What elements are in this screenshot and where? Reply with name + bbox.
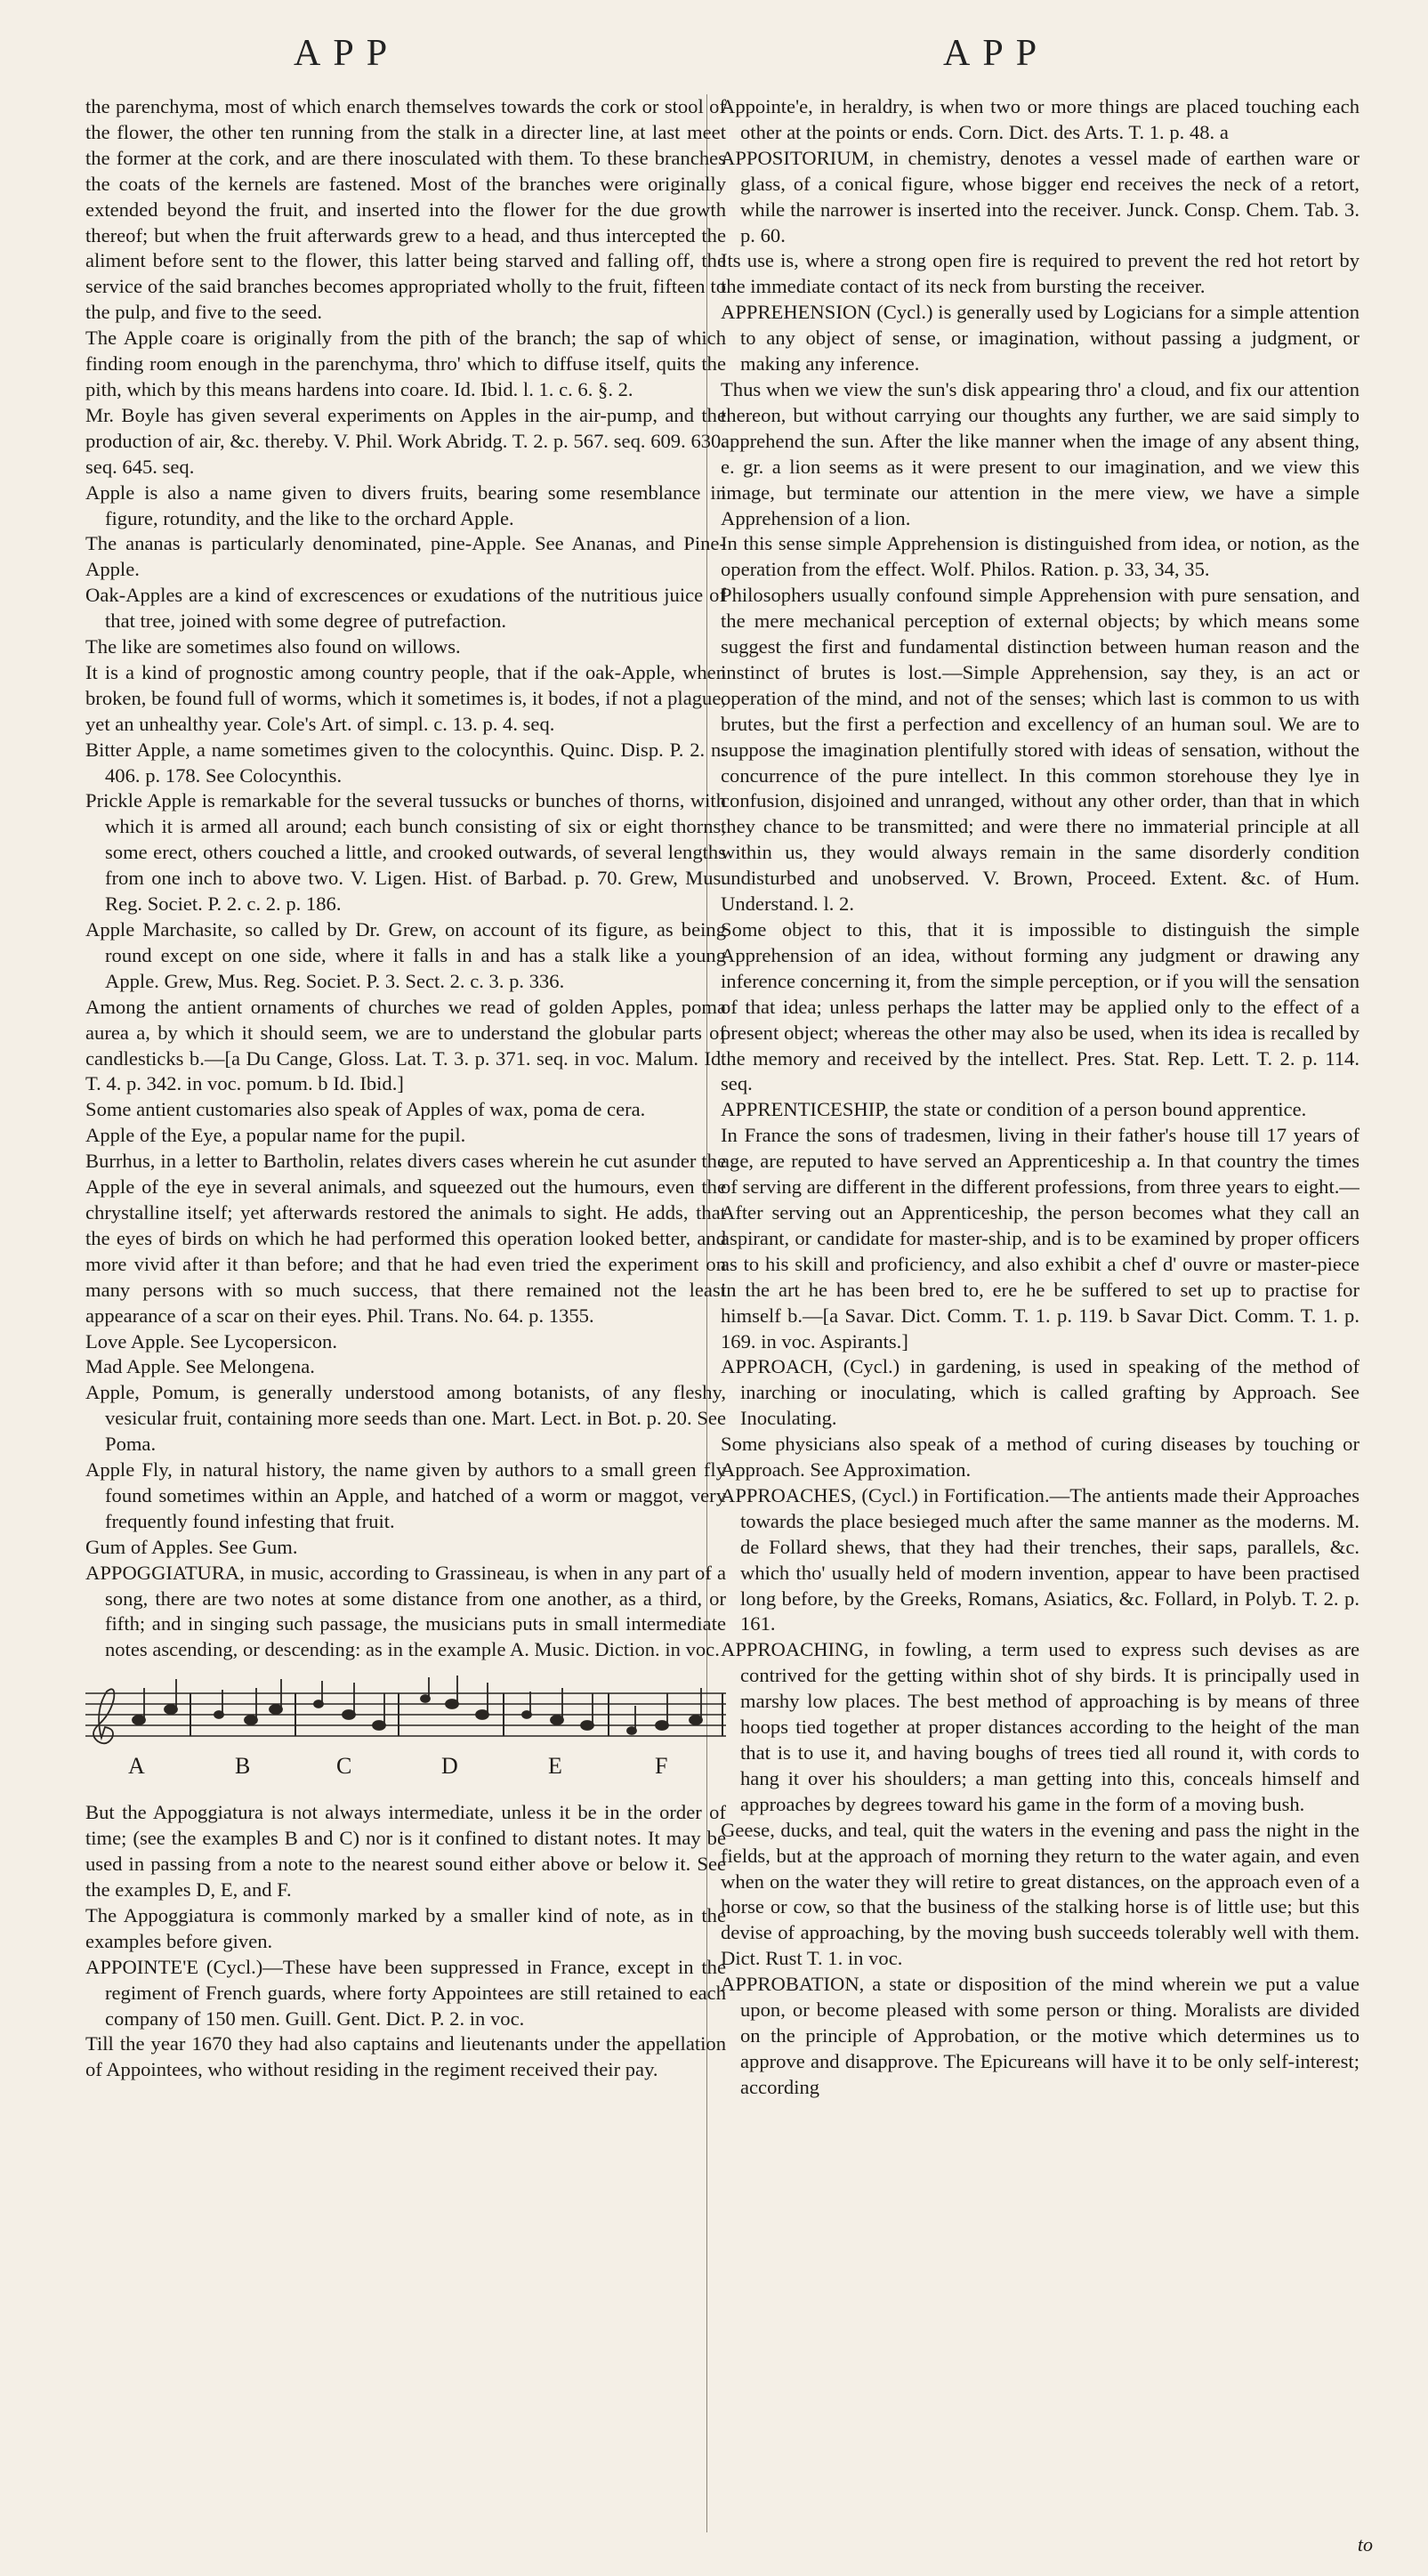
music-label-c: C [336,1753,352,1780]
music-label-a: A [128,1753,145,1780]
entry-approbation: APPROBATION, a state or disposition of the mind wherein we put a value upon, or become pleased with some person or thing. Moralists are divided on the principle of Approbation, or the motive which determines us to approve and disapprove. The Epicureans will have it to be only self-interest; according [721,1973,1359,2098]
paragraph: Thus when we view the sun's disk appearing thro' a cloud, and fix our attention thereon, but without carrying our thoughts any further, we are said simply to apprehend the sun. After the like manner when the image of any absent thing, e. gr. a lion seems as it were present to our imagination, and we view this image, but terminate our attention in the mere view, we have a simple Apprehension of a lion. [721,377,1359,529]
right-column [721,94,1359,2559]
paragraph: the parenchyma, most of which enarch themselves towards the cork or stool of the flower, the other ten running from the stalk in a directer line, at last meet the former at the cork, and are there inosculated with them. To these branches the coats of the kernels are fastened. Most of the branches were originally extended beyond the fruit, and inserted into the flower for the due growth thereof; but when the fruit afterwards grew to a head, and thus intercepted the aliment before sent to the flower, this latter being starved and falling off, the service of the said branches becomes appropriated wholly to the fruit, fifteen to the pulp, and five to the seed. [85,95,726,324]
entry-mad-apple: Mad Apple. See Melongena. [85,1355,315,1378]
entry-oak-apples: Oak-Apples are a kind of excrescences or exudations of the nutritious juice of that tree, joined with some degree of putrefaction. [85,584,726,633]
entry-appointee-heraldry: Appointe'e, in heraldry, is when two or more things are placed touching each other at the points or ends. Corn. Dict. des Arts. T. 1. p. 48. a [721,95,1359,143]
paragraph: It is a kind of prognostic among country people, that if the oak-Apple, when broken, be found full of worms, which it sometimes is, it bodes, if not a plague, yet an unhealthy year. Cole's Art. of simpl. c. 13. p. 4. seq. [85,660,726,735]
paragraph: Some physicians also speak of a method of curing diseases by touching or Approach. See Approximation. [721,1433,1359,1482]
running-head-left: APP [294,33,400,74]
paragraph: But the Appoggiatura is not always intermediate, unless it be in the order of time; (see the examples B and C) nor is it confined to distant notes. It may be used in passing from a note to the nearest sound either above or below it. See the examples D, E, and F. [85,1801,726,1901]
entry-apprenticeship: APPRENTICESHIP, the state or condition of a person bound apprentice. [721,1098,1307,1121]
running-header [0,32,1428,85]
paragraph: The Apple coare is originally from the pith of the branch; the sap of which finding room enough in the parenchyma, thro' which to diffuse itself, quits the pith, which by this means hardens into coare. Id. Ibid. l. 1. c. 6. §. 2. [85,327,726,400]
entry-apple-marchasite: Apple Marchasite, so called by Dr. Grew, on account of its figure, as being round except on one side, where it falls in and has a stalk like a young Apple. Grew, Mus. Reg. Societ. P. 3. Sect. 2. c. 3. p. 336. [85,918,726,992]
music-label-f: F [655,1753,668,1780]
entry-love-apple: Love Apple. See Lycopersicon. [85,1329,337,1353]
paragraph: In France the sons of tradesmen, living in their father's house till 17 years of age, are reputed to have served an Apprenticeship a. In that country the times of serving are different in the different professions, from three years to eight.—After serving out an Apprenticeship, the person becomes what they call an aspirant, or candidate for master-ship, and is to be examined by proper officers as to his skill and proficiency, and also exhibit a chef d' ouvre or master-piece in the art he has been bred to, ere he be suffered to set up to practise for himself b.—[a Savar. Dict. Comm. T. 1. p. 119. b Savar Dict. Comm. T. 1. p. 169. in voc. Aspirants.] [721,1124,1359,1353]
paragraph: The like are sometimes also found on willows. [85,635,461,658]
paragraph: Some object to this, that it is impossible to distinguish the simple Apprehension of an idea, without forming any judgment or drawing any inference concerning it, from the simple perception, or if you will the sensation of that idea; unless perhaps the latter may be applied only to the effect of a present object; whereas the other may also be used, when its idea is recalled by the memory and received by the intellect. Pres. Stat. Rep. Lett. T. 2. p. 114. seq. [721,918,1359,1095]
entry-bitter-apple: Bitter Apple, a name sometimes given to the colocynthis. Quinc. Disp. P. 2. n. 406. p. 178. See Colocynthis. [85,738,726,787]
paragraph: Its use is, where a strong open fire is required to prevent the red hot retort by the immediate contact of its neck from bursting the receiver. [721,249,1359,298]
entry-prickle-apple: Prickle Apple is remarkable for the several tussucks or bunches of thorns, with which it is armed all around; each bunch consisting of six or eight thorns, some erect, others couched a little, and crooked outwards, of several lengths from one inch to above two. V. Ligen. Hist. of Barbad. p. 70. Grew, Mus. Reg. Societ. P. 2. c. 2. p. 186. [85,789,726,916]
entry-approach: APPROACH, (Cycl.) in gardening, is used in speaking of the method of inarching or inoculating, which is called grafting by Approach. See Inoculating. [721,1355,1359,1430]
music-example [85,1676,726,1791]
paragraph: Philosophers usually confound simple Apprehension with pure sensation, and the mere mechanical perception of external objects; by which means some suggest the first and fundamental distinction between human reason and the instinct of brutes is lost.—Simple Apprehension, say they, is an act or operation of the mind, and not of the senses; which last is common to us with brutes, but the first a perfection and excellency of an human soul. We are to suppose the imagination plentifully stored with ideas of sensation, without the concurrence of the pure intellect. In this common storehouse they lye in confusion, disjoined and unranged, without any other order, than that in which they chance to be transmitted; and were there no immaterial principle at all within us, they would always remain in the same disorderly condition undisturbed and unobserved. V. Brown, Proceed. Extent. &c. of Hum. Understand. l. 2. [721,584,1359,916]
catchword: to [1357,2533,1373,2556]
entry-appointee: APPOINTE'E (Cycl.)—These have been suppressed in France, except in the regiment of French guards, where forty Appointees are still retained to each company of 150 men. Guill. Gent. Dict. P. 2. in voc. [85,1955,726,2030]
paragraph: Mr. Boyle has given several experiments on Apples in the air-pump, and the production of air, &c. thereby. V. Phil. Work Abridg. T. 2. p. 567. seq. 609. 630. seq. 645. seq. [85,403,726,478]
entry-apple-pomum: Apple, Pomum, is generally understood among botanists, of any fleshy, vesicular fruit, containing more seeds than one. Mart. Lect. in Bot. p. 20. See Poma. [85,1381,726,1456]
entry-apprehension: APPREHENSION (Cycl.) is generally used by Logicians for a simple attention to any object of sense, or imagination, without passing a judgment, or making any inference. [721,301,1359,375]
entry-appositorium: APPOSITORIUM, in chemistry, denotes a vessel made of earthen ware or glass, of a conical figure, whose bigger end receives the neck of a retort, while the narrower is inserted into the receiver. Junck. Consp. Chem. Tab. 3. p. 60. [721,146,1359,246]
entry-apple-of-the-eye: Apple of the Eye, a popular name for the pupil. [85,1124,466,1147]
music-label-b: B [235,1753,251,1780]
left-column [85,94,726,2559]
paragraph: Burrhus, in a letter to Bartholin, relates divers cases wherein he cut asunder the Apple of the eye in several animals, and squeezed out the humours, even the chrystalline itself; yet afterwards restored the animals to sight. He adds, that the eyes of birds on which he had performed this operation looked better, and more vivid after it than before; and that he had even tried the experiment on many persons with so much success, that there remained not the least appearance of a scar on their eyes. Phil. Trans. No. 64. p. 1355. [85,1150,726,1327]
music-label-d: D [441,1753,458,1780]
paragraph: Till the year 1670 they had also captains and lieutenants under the appellation of Appointees, who without residing in the regiment received their pay. [85,2032,726,2081]
paragraph: Some antient customaries also speak of Apples of wax, poma de cera. [85,1098,646,1121]
entry-appoggiatura: APPOGGIATURA, in music, according to Grassineau, is when in any part of a song, there are two notes at some distance from one another, as a third, or fifth; and in singing such passage, the musicians puts in small intermediate notes ascending, or descending: as in the example A. Music. Diction. in voc. [85,1561,726,1661]
music-label-e: E [548,1753,562,1780]
paragraph: Geese, ducks, and teal, quit the waters in the evening and pass the night in the fields, but at the approach of morning they return to the water again, and even when on the water they will retire to great distances, on the approach even of a horse or cow, so that the business of the stalking horse is of little use; but this devise of approaching, by the moving bush succeeds tolerably well with them. Dict. Rust T. 1. in voc. [721,1818,1359,1970]
entry-gum-of-apples: Gum of Apples. See Gum. [85,1535,298,1558]
paragraph: The ananas is particularly denominated, pine-Apple. See Ananas, and Pine-Apple. [85,532,726,581]
paragraph: In this sense simple Apprehension is distinguished from idea, or notion, as the operation from the effect. Wolf. Philos. Ration. p. 33, 34, 35. [721,532,1359,581]
entry-apple-fly: Apple Fly, in natural history, the name given by authors to a small green fly found sometimes within an Apple, and hatched of a worm or maggot, very frequently found infesting that fruit. [85,1458,726,1532]
paragraph: The Appoggiatura is commonly marked by a smaller kind of note, as in the examples before given. [85,1903,726,1952]
running-head-right: APP [943,33,1050,74]
entry-approaching: APPROACHING, in fowling, a term used to express such devises as are contrived for the getting within shot of shy birds. It is principally used in marshy low places. The best method of approaching is by means of three hoops tied together at proper distances according to the height of the man that is to use it, and having boughs of trees tied all round it, with cords to hang it over his shoulders; a man getting into this, conceals himself and approaches by degrees toward his game in the form of a moving bush. [721,1638,1359,1815]
music-staff [85,1676,726,1791]
entry-approaches: APPROACHES, (Cycl.) in Fortification.—The antients made their Approaches towards the place besieged much after the same manner as the moderns. M. de Follard shews, that they had their trenches, their saps, parallels, &c. which tho' usually held of modern invention, appear to have been practised long before, by the Greeks, Romans, Asiatics, &c. Follard, in Polyb. T. 2. p. 161. [721,1483,1359,1635]
entry-apple: Apple is also a name given to divers fruits, bearing some resemblance in figure, rotundity, and the like to the orchard Apple. [85,480,726,529]
paragraph: Among the antient ornaments of churches we read of golden Apples, poma aurea a, by which it should seem, we are to understand the globular parts of candlesticks b.—[a Du Cange, Gloss. Lat. T. 3. p. 371. seq. in voc. Malum. Id. T. 4. p. 342. in voc. pomum. b Id. Ibid.] [85,995,726,1095]
